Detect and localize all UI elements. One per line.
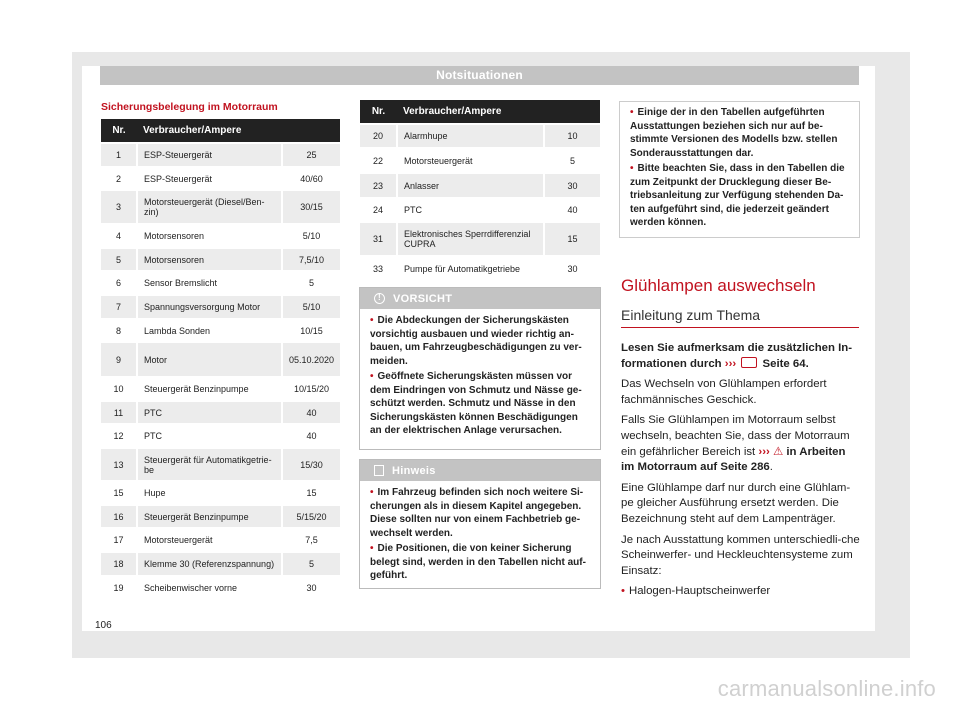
cell-consumer: ESP-Steuergerät bbox=[137, 167, 282, 190]
cell-consumer: Motor bbox=[137, 342, 282, 377]
table-row bbox=[101, 342, 340, 377]
cell-consumer: Sensor Bremslicht bbox=[137, 271, 282, 295]
table-row bbox=[101, 190, 340, 224]
fuse-table-left bbox=[101, 119, 340, 599]
cell-ampere: 15 bbox=[282, 481, 340, 505]
cell-ampere: 15/30 bbox=[282, 448, 340, 481]
cell-consumer: Steuergerät Benzinpumpe bbox=[137, 377, 282, 401]
note-item: • Einige der in den Tabellen aufgeführten Ausstattungen beziehen sich nur auf be-stimmte Versionen des Modells bzw. stellen Sonderausstattungen dar. bbox=[630, 107, 838, 159]
cell-nr: 16 bbox=[101, 505, 137, 528]
chapter-body bbox=[621, 341, 861, 605]
hint-title: Hinweis bbox=[392, 464, 436, 477]
cell-consumer: Motorsensoren bbox=[137, 224, 282, 248]
cell-consumer: Motorsteuergerät bbox=[397, 148, 544, 173]
cell-consumer: Lambda Sonden bbox=[137, 319, 282, 342]
engine-bay-link[interactable]: in Arbeiten im Motorraum auf Seite 286 bbox=[621, 445, 846, 474]
col-header-nr: Nr. bbox=[101, 119, 137, 143]
cell-consumer: PTC bbox=[137, 401, 282, 424]
paragraph-3: Eine Glühlampe darf nur durch eine Glühlam-pe gleicher Ausführung ersetzt werden. Die Bezeichnung steht auf dem Lampenträger. bbox=[621, 481, 851, 525]
caution-item: • Die Abdeckungen der Sicherungskästen vorsichtig ausbauen und wieder richtig an-bauen, um Fahrzeugbeschädigungen zu ver-meiden. bbox=[370, 315, 582, 367]
cell-ampere: 05.10.2020 bbox=[282, 342, 340, 377]
note-item: • Bitte beachten Sie, dass in den Tabellen die zum Zeitpunkt der Drucklegung dieser Be-triebsanleitung zur Verfügung stehenden Da-ten aufgeführt sind, die jederzeit geändert werden können. bbox=[630, 163, 845, 228]
cell-ampere: 30/15 bbox=[282, 190, 340, 224]
cell-ampere: 7,5/10 bbox=[282, 248, 340, 271]
paragraph-4: Je nach Ausstattung kommen unterschiedli-che Scheinwerfer- und Heckleuchtensysteme zum Einsatz: bbox=[621, 533, 860, 577]
chapter-title: Glühlampen auswechseln bbox=[621, 276, 816, 295]
cell-ampere: 25 bbox=[282, 143, 340, 167]
table-row bbox=[360, 222, 600, 256]
col-header-consumer: Verbraucher/Ampere bbox=[137, 119, 282, 143]
cell-nr: 2 bbox=[101, 167, 137, 190]
cell-nr: 12 bbox=[101, 424, 137, 448]
cell-ampere: 7,5 bbox=[282, 528, 340, 552]
bullet-icon: • bbox=[621, 585, 625, 598]
table-row bbox=[101, 481, 340, 505]
warning-icon: ⚠ bbox=[772, 445, 784, 458]
caution-box bbox=[359, 287, 601, 450]
cell-nr: 17 bbox=[101, 528, 137, 552]
arrow-glyph: ››› bbox=[724, 357, 737, 370]
table-row bbox=[360, 198, 600, 222]
cell-nr: 8 bbox=[101, 319, 137, 342]
cell-nr: 13 bbox=[101, 448, 137, 481]
cell-ampere: 10/15 bbox=[282, 319, 340, 342]
cell-ampere: 5 bbox=[282, 271, 340, 295]
intro-page-link[interactable]: Seite 64 bbox=[762, 357, 806, 370]
bullet-icon: • bbox=[630, 163, 634, 174]
table-row bbox=[101, 505, 340, 528]
table-row bbox=[360, 148, 600, 173]
cell-consumer: PTC bbox=[397, 198, 544, 222]
cell-nr: 18 bbox=[101, 552, 137, 576]
cell-ampere: 40 bbox=[282, 424, 340, 448]
cell-nr: 33 bbox=[360, 256, 397, 280]
cell-ampere: 30 bbox=[544, 173, 600, 198]
cell-consumer: Steuergerät Benzinpumpe bbox=[137, 505, 282, 528]
fuse-table-right bbox=[360, 100, 600, 280]
table-row bbox=[101, 248, 340, 271]
chapter-subtitle: Einleitung zum Thema bbox=[621, 307, 761, 323]
table-row bbox=[101, 401, 340, 424]
cell-nr: 31 bbox=[360, 222, 397, 256]
col-header-amp bbox=[544, 100, 600, 124]
cell-nr: 23 bbox=[360, 173, 397, 198]
cell-consumer: Hupe bbox=[137, 481, 282, 505]
note-icon bbox=[374, 465, 384, 476]
cell-nr: 7 bbox=[101, 295, 137, 319]
cell-nr: 24 bbox=[360, 198, 397, 222]
cell-ampere: 10 bbox=[544, 124, 600, 148]
caution-header bbox=[360, 288, 600, 309]
cell-nr: 22 bbox=[360, 148, 397, 173]
cell-consumer: Pumpe für Automatikgetriebe bbox=[397, 256, 544, 280]
hint-box bbox=[359, 459, 601, 589]
caution-title: VORSICHT bbox=[393, 292, 453, 305]
cell-ampere: 30 bbox=[544, 256, 600, 280]
table-row bbox=[101, 377, 340, 401]
intro-paragraph: Lesen Sie aufmerksam die zusätzlichen In-formationen durch ››› Seite 64. bbox=[621, 342, 853, 370]
cell-ampere: 40 bbox=[544, 198, 600, 222]
cell-consumer: Elektronisches Sperrdifferenzial CUPRA bbox=[397, 222, 544, 256]
cell-nr: 20 bbox=[360, 124, 397, 148]
bullet-icon: • bbox=[370, 315, 374, 326]
table-row bbox=[101, 143, 340, 167]
table-row bbox=[101, 448, 340, 481]
paragraph-2: Falls Sie Glühlampen im Motorraum selbst wechseln, beachten Sie, dass der Motorraum ein gefährlicher Bereich ist ››› ⚠ in Arbeiten im Motorraum auf Seite 286. bbox=[621, 414, 850, 474]
book-icon bbox=[741, 357, 757, 368]
table-row bbox=[101, 319, 340, 342]
table-row bbox=[101, 167, 340, 190]
table-row bbox=[101, 552, 340, 576]
cell-consumer: Spannungsversorgung Motor bbox=[137, 295, 282, 319]
caution-item: • Geöffnete Sicherungskästen müssen vor dem Eindringen von Schmutz und Nässe ge-schützt werden. Schmutz und Nässe in den Sicherungskästen können Beschädigungen an der elektrischen Anlage verursachen. bbox=[370, 371, 582, 436]
cell-nr: 11 bbox=[101, 401, 137, 424]
table-row bbox=[101, 576, 340, 599]
table-row bbox=[101, 224, 340, 248]
bullet-icon: • bbox=[630, 107, 634, 118]
cell-ampere: 5/10 bbox=[282, 295, 340, 319]
table-row bbox=[360, 173, 600, 198]
section-title: Sicherungsbelegung im Motorraum bbox=[101, 101, 278, 113]
arrow-glyph: ››› bbox=[758, 445, 770, 458]
cell-nr: 19 bbox=[101, 576, 137, 599]
paragraph-1: Das Wechseln von Glühlampen erfordert fachmännisches Geschick. bbox=[621, 378, 827, 406]
cell-ampere: 5 bbox=[282, 552, 340, 576]
cell-consumer: Scheibenwischer vorne bbox=[137, 576, 282, 599]
watermark: carmanualsonline.info bbox=[717, 676, 936, 701]
cell-ampere: 5/10 bbox=[282, 224, 340, 248]
cell-nr: 5 bbox=[101, 248, 137, 271]
cell-consumer: Motorsteuergerät bbox=[137, 528, 282, 552]
cell-consumer: Motorsteuergerät (Diesel/Ben-zin) bbox=[137, 190, 282, 224]
hint-item: • Im Fahrzeug befinden sich noch weitere Si-cherungen als in diesem Kapitel angegeben. Diese sollten nur von einem Fachbetrieb ge-wechselt werden. bbox=[370, 487, 584, 539]
cell-nr: 4 bbox=[101, 224, 137, 248]
table-row bbox=[360, 124, 600, 148]
cell-nr: 9 bbox=[101, 342, 137, 377]
col-header-amp bbox=[282, 119, 340, 143]
caution-icon: ! bbox=[374, 293, 385, 304]
cell-nr: 3 bbox=[101, 190, 137, 224]
cell-ampere: 30 bbox=[282, 576, 340, 599]
hint-item: • Die Positionen, die von keiner Sicherung belegt sind, werden in den Tabellen nicht auf-geführt. bbox=[370, 543, 586, 581]
col-header-nr: Nr. bbox=[360, 100, 397, 124]
col-header-consumer: Verbraucher/Ampere bbox=[397, 100, 544, 124]
hint-header bbox=[360, 460, 600, 481]
note-box bbox=[619, 101, 860, 238]
cell-ampere: 5/15/20 bbox=[282, 505, 340, 528]
cell-ampere: 40 bbox=[282, 401, 340, 424]
cell-consumer: ESP-Steuergerät bbox=[137, 143, 282, 167]
table-row bbox=[101, 424, 340, 448]
cell-consumer: Motorsensoren bbox=[137, 248, 282, 271]
cell-consumer: Klemme 30 (Referenzspannung) bbox=[137, 552, 282, 576]
bullet-icon: • bbox=[370, 371, 374, 382]
table-row bbox=[101, 271, 340, 295]
bullet-icon: • bbox=[370, 487, 374, 498]
bullet-item: • Halogen-Hauptscheinwerfer bbox=[621, 585, 771, 598]
table-row bbox=[360, 256, 600, 280]
table-row bbox=[101, 295, 340, 319]
bullet-icon: • bbox=[370, 543, 374, 554]
cell-consumer: Alarmhupe bbox=[397, 124, 544, 148]
page-number: 106 bbox=[95, 620, 112, 631]
cell-ampere: 10/15/20 bbox=[282, 377, 340, 401]
cell-ampere: 5 bbox=[544, 148, 600, 173]
cell-nr: 10 bbox=[101, 377, 137, 401]
table-row bbox=[101, 528, 340, 552]
cell-consumer: Anlasser bbox=[397, 173, 544, 198]
cell-consumer: PTC bbox=[137, 424, 282, 448]
cell-nr: 6 bbox=[101, 271, 137, 295]
subtitle-divider bbox=[621, 327, 859, 328]
cell-ampere: 40/60 bbox=[282, 167, 340, 190]
cell-nr: 1 bbox=[101, 143, 137, 167]
page-header-title: Notsituationen bbox=[436, 68, 523, 82]
cell-ampere: 15 bbox=[544, 222, 600, 256]
cell-nr: 15 bbox=[101, 481, 137, 505]
cell-consumer: Steuergerät für Automatikgetrie-be bbox=[137, 448, 282, 481]
